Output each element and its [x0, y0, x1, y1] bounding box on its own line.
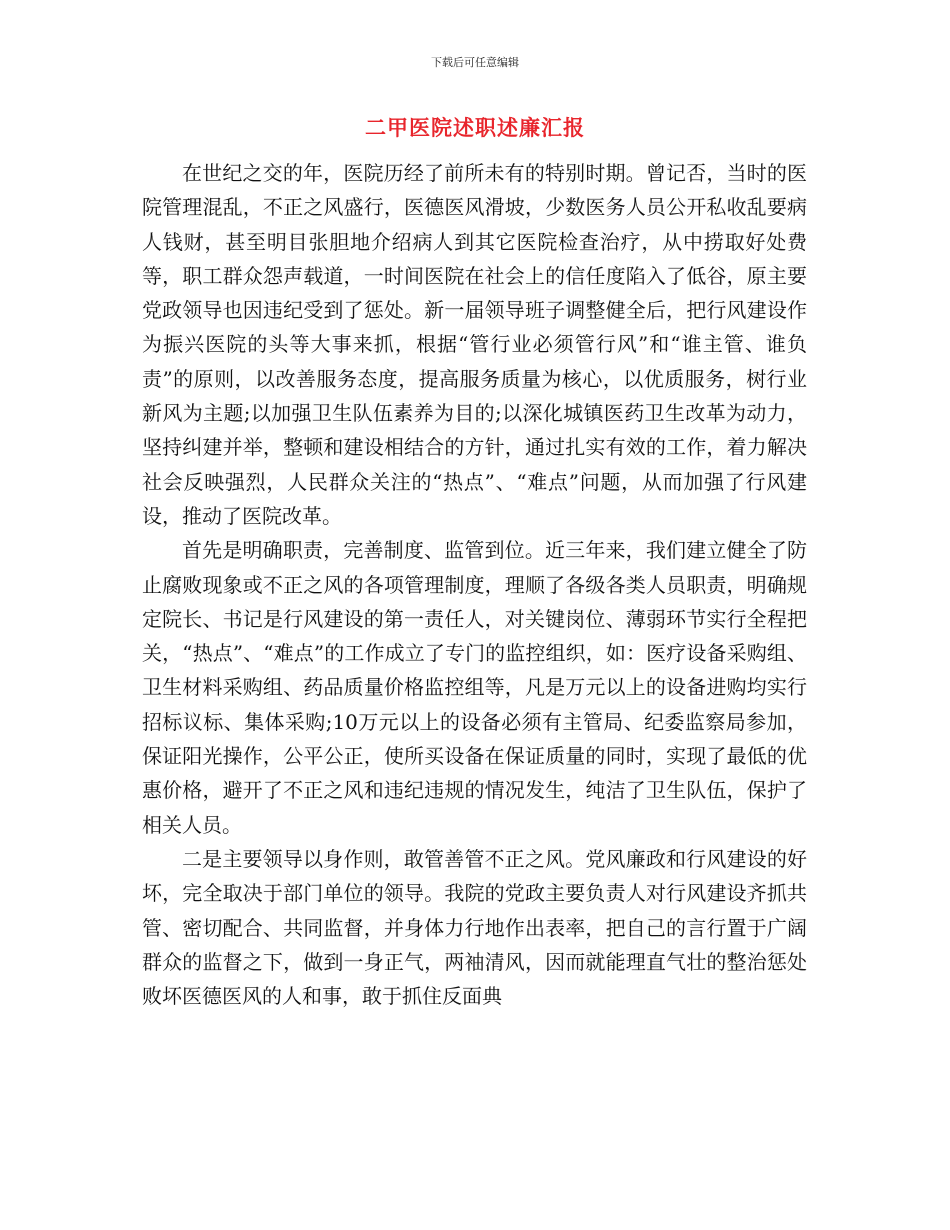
document-body — [142, 156, 807, 1013]
paragraph-responsibilities: 首先是明确职责，完善制度、监管到位。近三年来，我们建立健全了防止腐败现象或不正之风的各项管理制度，理顺了各级各类人员职责，明确规定院长、书记是行风建设的第一责任人，对关键岗位、薄弱环节实行全程把关，“热点”、“难点”的工作成立了专门的监控组织，如：医疗设备采购组、卫生材料采购组、药品质量价格监控组等，凡是万元以上的设备进购均实行招标议标、集体采购;10万元以上的设备必须有主管局、纪委监察局参加，保证阳光操作，公平公正，使所买设备在保证质量的同时，实现了最低的优惠价格，避开了不正之风和违纪违规的情况发生，纯洁了卫生队伍，保护了相关人员。 — [142, 538, 807, 837]
paragraph-leadership: 二是主要领导以身作则，敢管善管不正之风。党风廉政和行风建设的好坏，完全取决于部门单位的领导。我院的党政主要负责人对行风建设齐抓共管、密切配合、共同监督，并身体力行地作出表率，把自己的言行置于广阔群众的监督之下，做到一身正气，两袖清风，因而就能理直气壮的整治惩处败坏医德医风的人和事，敢于抓住反面典 — [142, 846, 807, 1009]
paragraph-intro: 在世纪之交的年，医院历经了前所未有的特别时期。曾记否，当时的医院管理混乱，不正之风盛行，医德医风滑坡，少数医务人员公开私收乱要病人钱财，甚至明目张胆地介绍病人到其它医院检查治疗，从中捞取好处费等，职工群众怨声载道，一时间医院在社会上的信任度陷入了低谷，原主要党政领导也因违纪受到了惩处。新一届领导班子调整健全后，把行风建设作为振兴医院的头等大事来抓，根据“管行业必须管行风”和“谁主管、谁负责”的原则，以改善服务态度，提高服务质量为核心，以优质服务，树行业新风为主题;以加强卫生队伍素养为目的;以深化城镇医药卫生改革为动力，坚持纠建并举，整顿和建设相结合的方针，通过扎实有效的工作，着力解决社会反映强烈，人民群众关注的“热点”、“难点”问题，从而加强了行风建设，推动了医院改革。 — [142, 161, 807, 528]
header-note: 下载后可任意编辑 — [431, 56, 519, 69]
page-title: 二甲医院述职述廉汇报 — [365, 116, 585, 140]
